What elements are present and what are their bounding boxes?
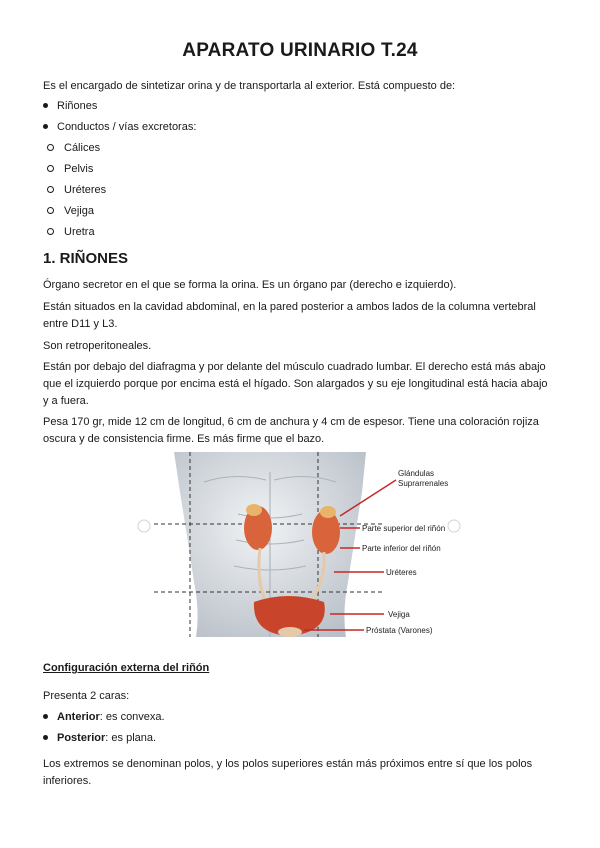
bullet-icon xyxy=(43,124,48,129)
subsection-heading: Configuración externa del riñón xyxy=(43,662,210,674)
list-item: Anterior: es convexa. xyxy=(43,709,165,725)
paragraph: Están situados en la cavidad abdominal, en la pared posterior a ambos lados de la columna vertebral entre D11 y L3. xyxy=(43,301,536,330)
list-item: Conductos / vías excretoras: xyxy=(43,119,196,135)
sub-list-item: Vejiga xyxy=(47,203,94,219)
page-title: APARATO URINARIO T.24 xyxy=(182,40,418,61)
circle-bullet-icon xyxy=(47,186,54,193)
figure-label: Vejiga xyxy=(388,610,410,619)
paragraph: Pesa 170 gr, mide 12 cm de longitud, 6 cm de anchura y 4 cm de espesor. Tiene una coloración rojiza oscura y de consistencia firme. Es más firme que el bazo. xyxy=(43,416,539,445)
figure-label: Glándulas Suprarrenales xyxy=(398,469,449,488)
sub-list-item: Uréteres xyxy=(47,182,106,198)
bullet-icon xyxy=(43,103,48,108)
circle-bullet-icon xyxy=(47,144,54,151)
intro-paragraph: Es el encargado de sintetizar orina y de transportarla al exterior. Está compuesto de: xyxy=(43,80,456,92)
paragraph: Presenta 2 caras: xyxy=(43,690,130,702)
paragraph: Están por debajo del diafragma y por delante del músculo cuadrado lumbar. El derecho está más abajo que el izquierdo porque por encima está el hígado. Son alargados y su eje longitudinal está hacia abajo y a fuera. xyxy=(43,361,548,407)
section-heading: 1. RIÑONES xyxy=(43,250,129,267)
list-item: Posterior: es plana. xyxy=(43,730,156,746)
circle-bullet-icon xyxy=(47,207,54,214)
figure-label: Uréteres xyxy=(386,568,417,577)
paragraph: Son retroperitoneales. xyxy=(43,340,152,352)
sub-list-item: Uretra xyxy=(47,224,95,240)
list-item: Riñones xyxy=(43,98,97,114)
bullet-icon xyxy=(43,714,48,719)
bullet-icon xyxy=(43,735,48,740)
sub-list-item: Cálices xyxy=(47,140,100,156)
circle-bullet-icon xyxy=(47,165,54,172)
paragraph: Los extremos se denominan polos, y los polos superiores están más próximos entre sí que los polos inferiores. xyxy=(43,758,533,787)
figure-label: Parte superior del riñón xyxy=(362,524,446,533)
figure-label: Parte inferior del riñón xyxy=(362,544,441,553)
urinary-system-illustration xyxy=(134,452,468,637)
paragraph: Órgano secretor en el que se forma la orina. Es un órgano par (derecho e izquierdo). xyxy=(43,279,457,291)
circle-bullet-icon xyxy=(47,228,54,235)
figure-label: Próstata (Varones) xyxy=(366,626,433,635)
sub-list-item: Pelvis xyxy=(47,161,93,177)
